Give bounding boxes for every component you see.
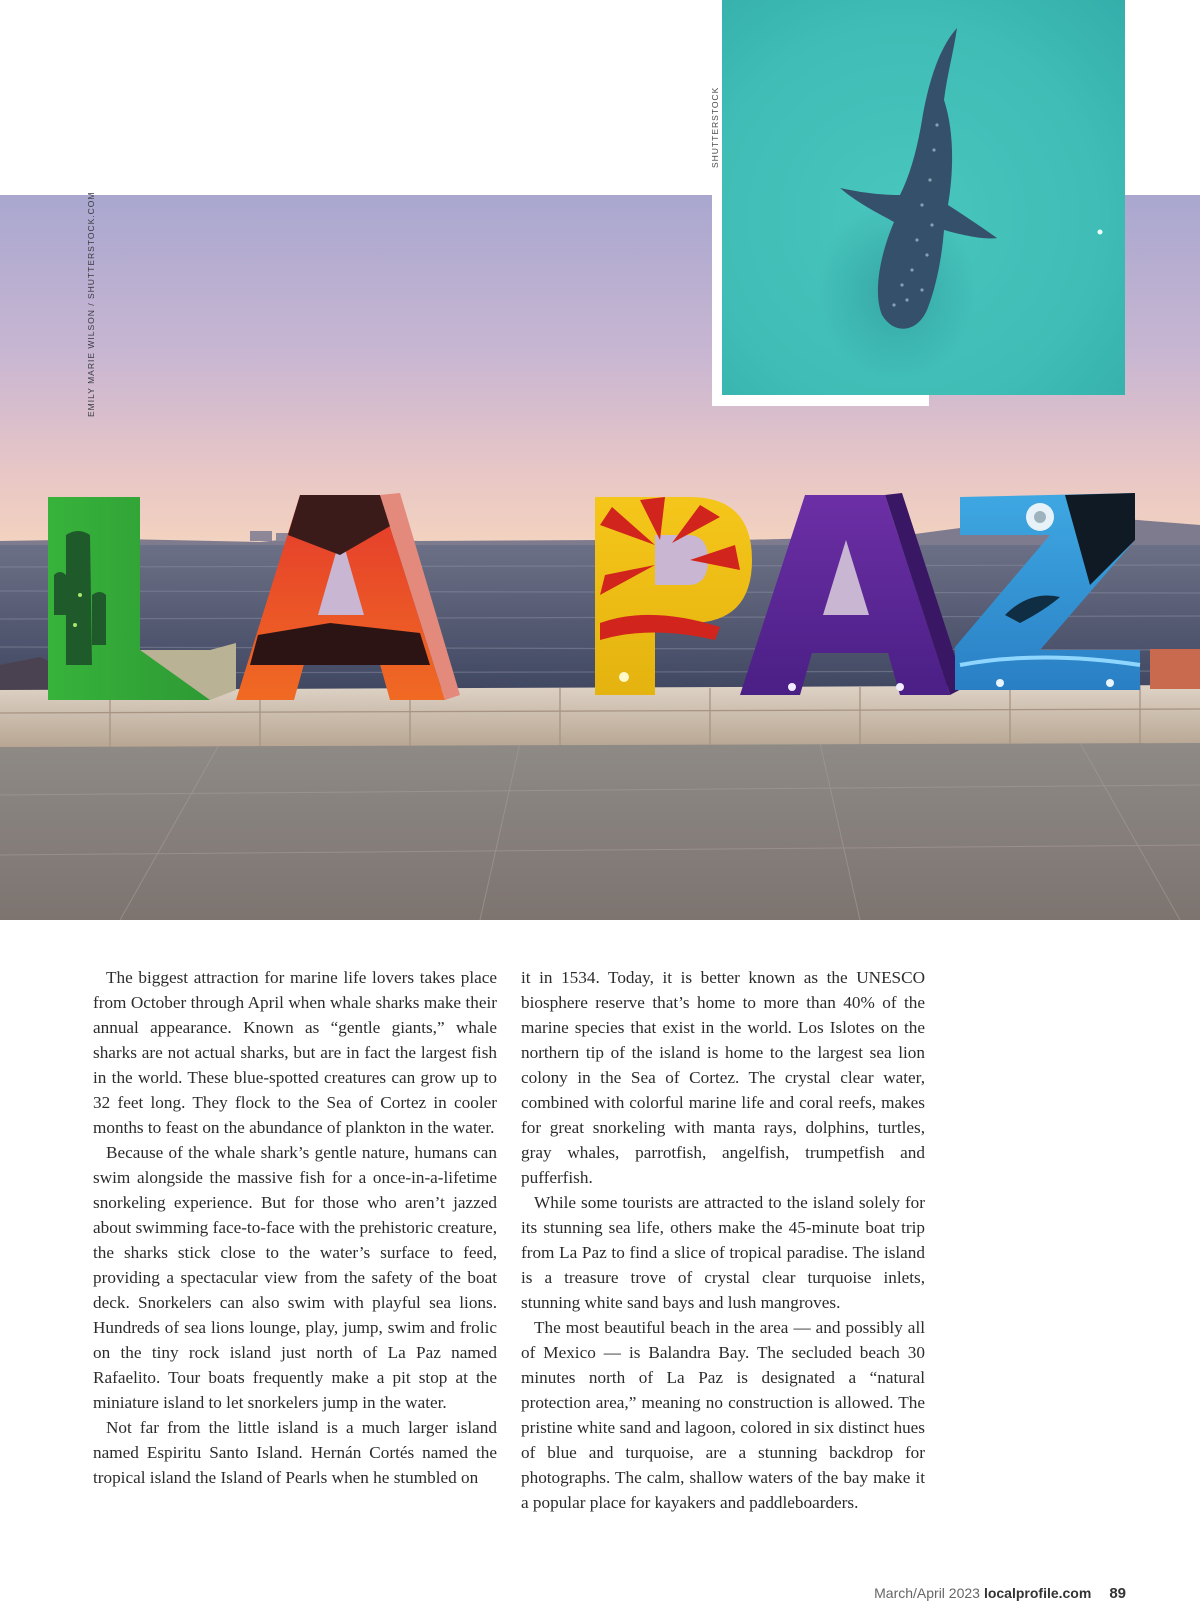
paragraph: it in 1534. Today, it is better known as the UNESCO biosphere reserve that’s home to more than 40% of the marine species that exist in the world. Los Islotes on the northern tip of the island is home to the largest sea lion colony in the Sea of Cortez. The crystal clear water, combined with colorful marine life and coral reefs, makes for great snorkeling with manta rays, dolphins, turtles, gray whales, parrotfish, angelfish, trumpetfish and pufferfish. bbox=[521, 968, 925, 1187]
main-photo-credit: EMILY MARIE WILSON / SHUTTERSTOCK.COM bbox=[86, 191, 96, 417]
article-body bbox=[93, 965, 925, 1515]
paragraph: The most beautiful beach in the area — and possibly all of Mexico — is Balandra Bay. The secluded beach 30 minutes north of La Paz is designated a “natural protection area,” meaning no construction is allowed. The pristine white sand and lagoon, colored in six distinct hues of blue and turquoise, are a stunning backdrop for photographs. The calm, shallow waters of the bay make it a popular place for kayakers and paddleboarders. bbox=[521, 1318, 925, 1512]
issue-date: March/April 2023 bbox=[874, 1585, 980, 1601]
paragraph: While some tourists are attracted to the island solely for its stunning sea life, others make the 45-minute boat trip from La Paz to find a slice of tropical paradise. The island is a treasure trove of crystal clear turquoise inlets, stunning white sand bays and lush mangroves. bbox=[521, 1193, 925, 1312]
paragraph: The biggest attraction for marine life lovers takes place from October through April when whale sharks make their annual appearance. Known as “gentle giants,” whale sharks are not actual sharks, but are in fact the largest fish in the world. These blue-spotted creatures can grow up to 32 feet long. They flock to the Sea of Cortez in cooler months to feast on the abundance of plankton in the water. bbox=[93, 968, 497, 1137]
paragraph: Because of the whale shark’s gentle nature, humans can swim alongside the massive fish for a once-in-a-lifetime snorkeling experience. But for those who aren’t jazzed about swimming face-to-face with the prehistoric creature, the sharks stick close to the water’s surface to feed, providing a spectacular view from the safety of the boat deck. Snorkelers can also swim with playful sea lions. Hundreds of sea lions lounge, play, jump, swim and frolic on the tiny rock island just north of La Paz named Rafaelito. Tour boats frequently make a pit stop at the miniature island to let snorkelers jump in the water. bbox=[93, 1143, 497, 1412]
article-column-right bbox=[521, 965, 925, 1515]
whale-shark-photo bbox=[722, 0, 1125, 395]
article-column-left bbox=[93, 965, 497, 1515]
page-number: 89 bbox=[1109, 1585, 1126, 1602]
paragraph: Not far from the little island is a much larger island named Espiritu Santo Island. Hernán Cortés named the tropical island the Island of Pearls when he stumbled on bbox=[93, 1418, 497, 1487]
page-footer bbox=[874, 1585, 1126, 1602]
inset-photo-credit: SHUTTERSTOCK bbox=[710, 86, 720, 168]
website-link[interactable]: localprofile.com bbox=[983, 1585, 1092, 1601]
